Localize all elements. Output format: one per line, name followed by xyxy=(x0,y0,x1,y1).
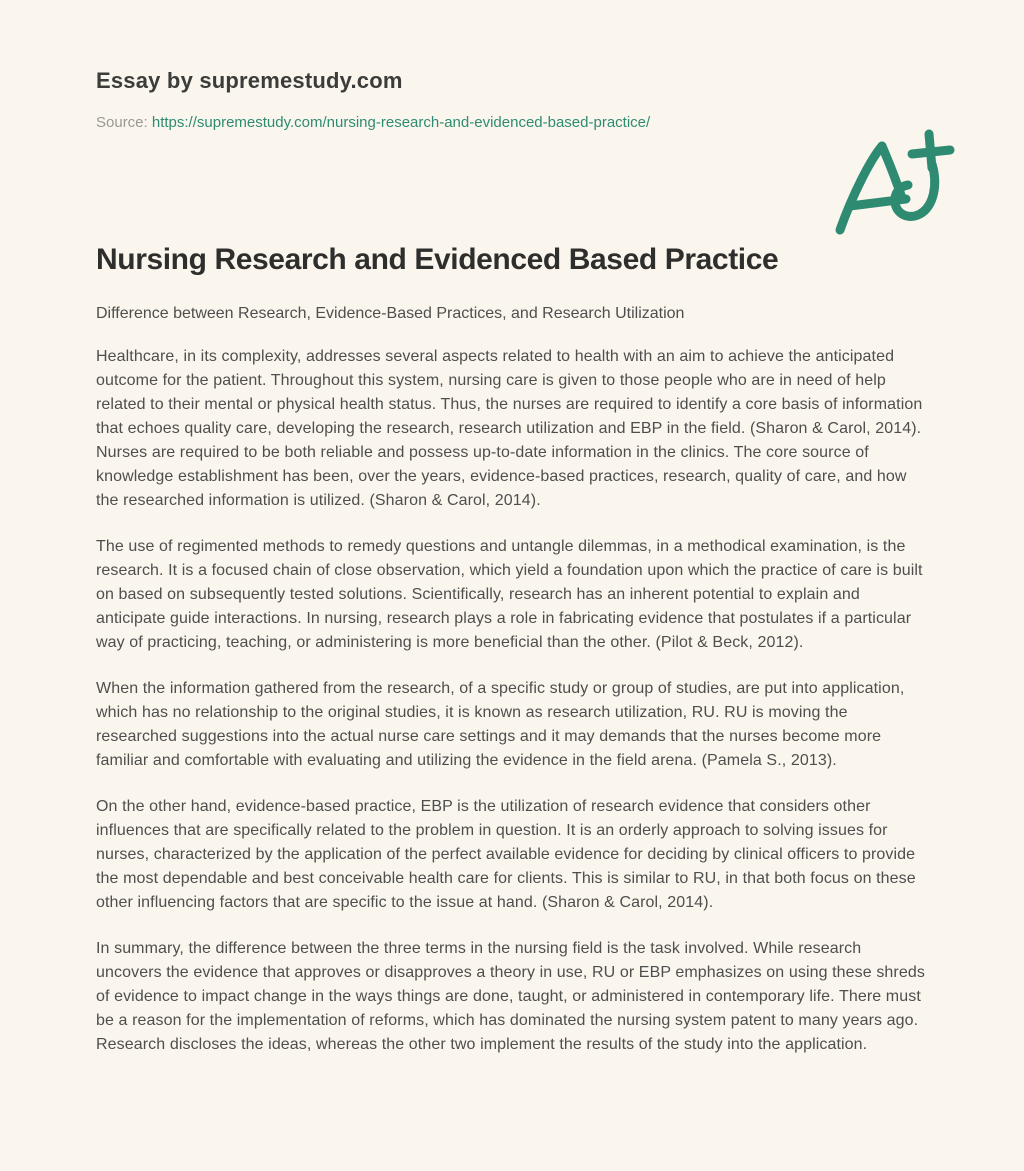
essay-page xyxy=(0,68,1024,1171)
paragraph: In summary, the difference between the three terms in the nursing field is the task involved. While research uncovers the evidence that approves or disapproves a theory in use, RU or EBP emphasizes on using these shreds of evidence to impact change in the ways things are done, taught, or administered in contemporary life. There must be a reason for the implementation of reforms, which has dominated the nursing system patent to many years ago. Research discloses the ideas, whereas the other two implement the results of the study into the application. xyxy=(96,940,925,1053)
article-subtitle: Difference between Research, Evidence-Based Practices, and Research Utilization xyxy=(96,305,685,322)
page-header xyxy=(96,68,928,131)
source-link[interactable]: https://supremestudy.com/nursing-research-and-evidenced-based-practice/ xyxy=(151,114,651,131)
paragraph: The use of regimented methods to remedy questions and untangle dilemmas, in a methodical examination, is the research. It is a focused chain of close observation, which yield a foundation upon which the practice of care is built on based on subsequently tested solutions. Scientifically, research has an inherent potential to explain and anticipate guide interactions. In nursing, research plays a role in fabricating evidence that postulates if a particular way of practicing, teaching, or administering is more beneficial than the other. (Pilot & Beck, 2012). xyxy=(96,538,923,651)
page-title: Nursing Research and Evidenced Based Practice xyxy=(96,243,779,276)
paragraph: When the information gathered from the research, of a specific study or group of studies, are put into application, which has no relationship to the original studies, it is known as research utilization, RU. RU is moving the researched suggestions into the actual nurse care settings and it may demands that the nurses become more familiar and comfortable with evaluating and utilizing the evidence in the field arena. (Pamela S., 2013). xyxy=(96,680,905,769)
source-label: Source: xyxy=(96,114,148,131)
paragraph: On the other hand, evidence-based practice, EBP is the utilization of research evidence that considers other influences that are specifically related to the problem in question. It is an orderly approach to solving issues for nurses, characterized by the application of the perfect available evidence for deciding by clinical officers to provide the most dependable and best conceivable health care for clients. This is similar to RU, in that both focus on these other influencing factors that are specific to the issue at hand. (Sharon & Carol, 2014). xyxy=(96,798,916,911)
byline: Essay by supremestudy.com xyxy=(96,68,403,93)
source-line xyxy=(96,114,928,131)
a-plus-logo-icon xyxy=(826,126,962,236)
article-body xyxy=(96,345,928,1057)
article xyxy=(96,243,928,1057)
paragraph: Healthcare, in its complexity, addresses several aspects related to health with an aim to achieve the anticipated outcome for the patient. Throughout this system, nursing care is given to those people who are in need of help related to their mental or physical health status. Thus, the nurses are required to identify a core basis of information that echoes quality care, developing the research, research utilization and EBP in the field. (Sharon & Carol, 2014). Nurses are required to be both reliable and possess up-to-date information in the clinics. The core source of knowledge establishment has been, over the years, evidence-based practices, research, quality of care, and how the researched information is utilized. (Sharon & Carol, 2014). xyxy=(96,348,923,509)
